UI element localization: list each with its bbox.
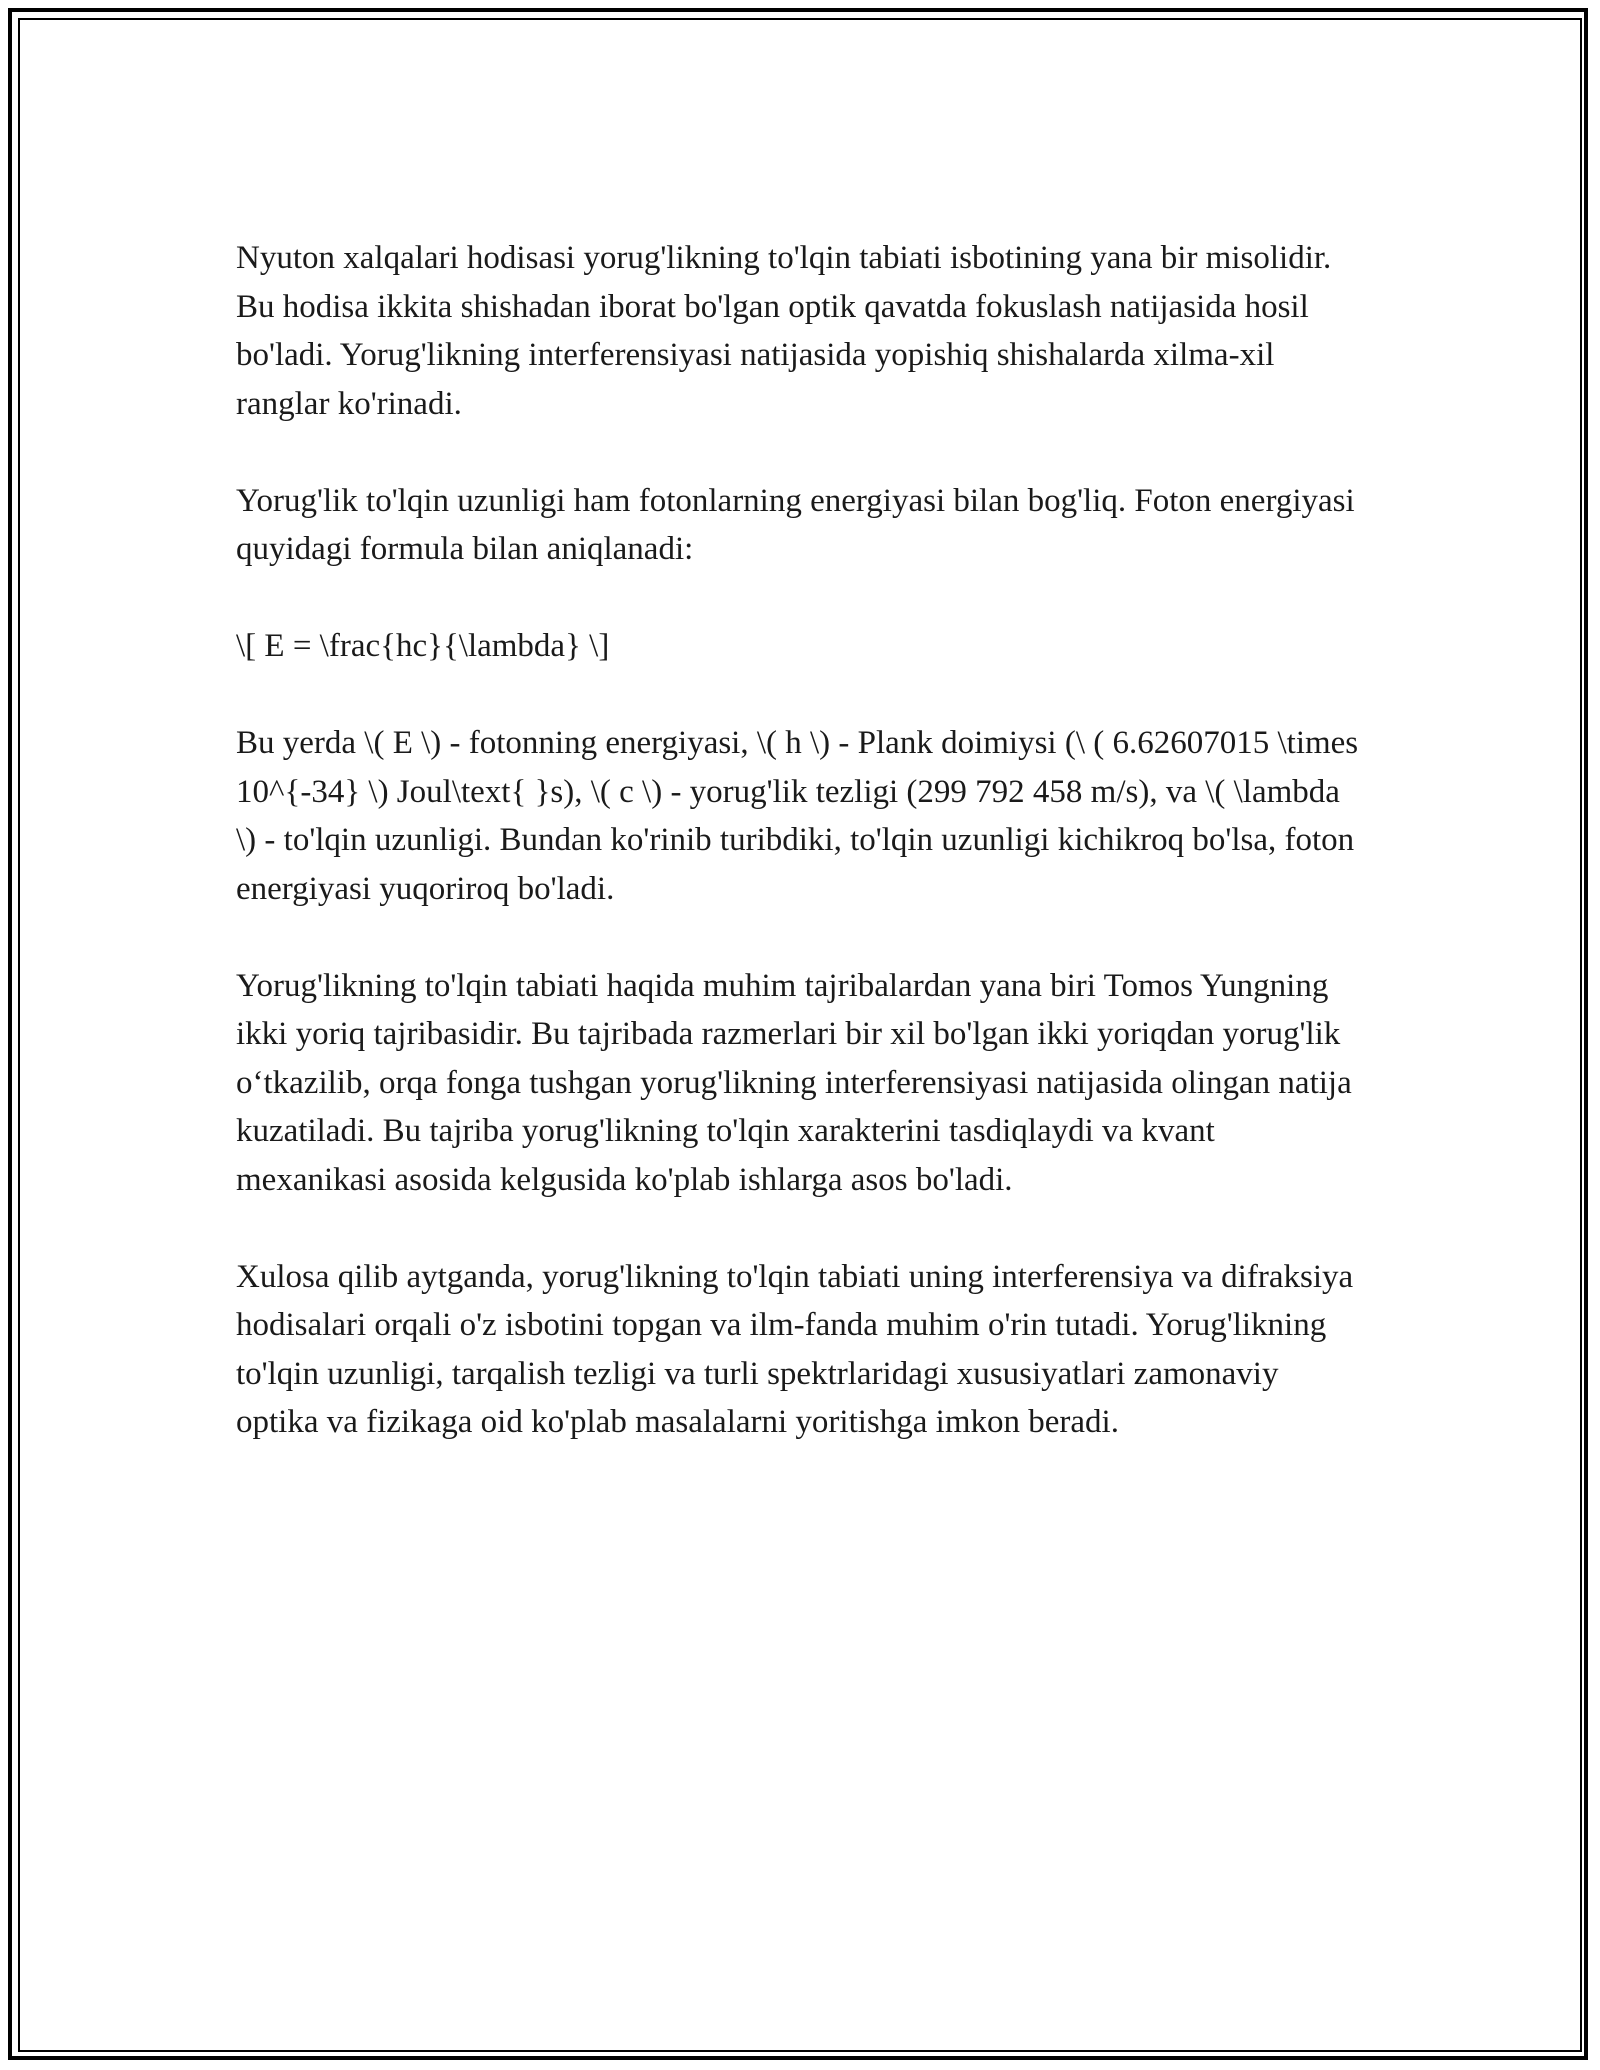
paragraph-young-experiment: Yorug'likning to'lqin tabiati haqida muhim tajribalardan yana biri Tomos Yungning ikki yoriq tajribasidir. Bu tajribada razmerlari bir xil bo'lgan ikki yoriqdan yorug'lik o‘tkazilib, orqa fonga tushgan yorug'likning interferensiyasi natijasida olingan natija kuzatiladi. Bu tajriba yorug'likning to'lqin xarakterini tasdiqlaydi va kvant mexanikasi asosida kelgusida ko'plab ishlarga asos bo'ladi. bbox=[236, 967, 1360, 1198]
paragraph-conclusion: Xulosa qilib aytganda, yorug'likning to'lqin tabiati uning interferensiya va difraksiya hodisalari orqali o'z isbotini topgan va ilm-fanda muhim o'rin tutadi. Yorug'likning to'lqin uzunligi, tarqalish tezligi va turli spektrlaridagi xususiyatlari zamonaviy optika va fizikaga oid ko'plab masalalarni yoritishga imkon beradi. bbox=[236, 1258, 1362, 1440]
paragraph-newton-rings: Nyuton xalqalari hodisasi yorug'likning to'lqin tabiati isbotining yana bir misolidir. Bu hodisa ikkita shishadan iborat bo'lgan optik qavatda fokuslash natijasida hosil bo'ladi. Yorug'likning interferensiyasi natijasida yopishiq shishalarda xilma-xil ranglar ko'rinadi. bbox=[236, 240, 1340, 422]
document-body bbox=[236, 234, 1366, 1495]
formula-photon-energy: \[ E = \frac{hc}{\lambda} \] bbox=[236, 628, 610, 664]
paragraph-photon-energy-intro: Yorug'lik to'lqin uzunligi ham fotonlarning energiyasi bilan bog'liq. Foton energiyasi quyidagi formula bilan aniqlanadi: bbox=[236, 482, 1363, 567]
paragraph-formula-explanation: Bu yerda \( E \) - fotonning energiyasi, \( h \) - Plank doimiysi (\ ( 6.62607015 \times 10^{-34} \) Joul\text{ }s), \( c \) - yorug'lik tezligi (299 792 458 m/s), va \( \lambda \) - to'lqin uzunligi. Bundan ko'rinib turibdiki, to'lqin uzunligi kichikroq bo'lsa, foton energiyasi yuqoriroq bo'ladi. bbox=[236, 725, 1367, 907]
